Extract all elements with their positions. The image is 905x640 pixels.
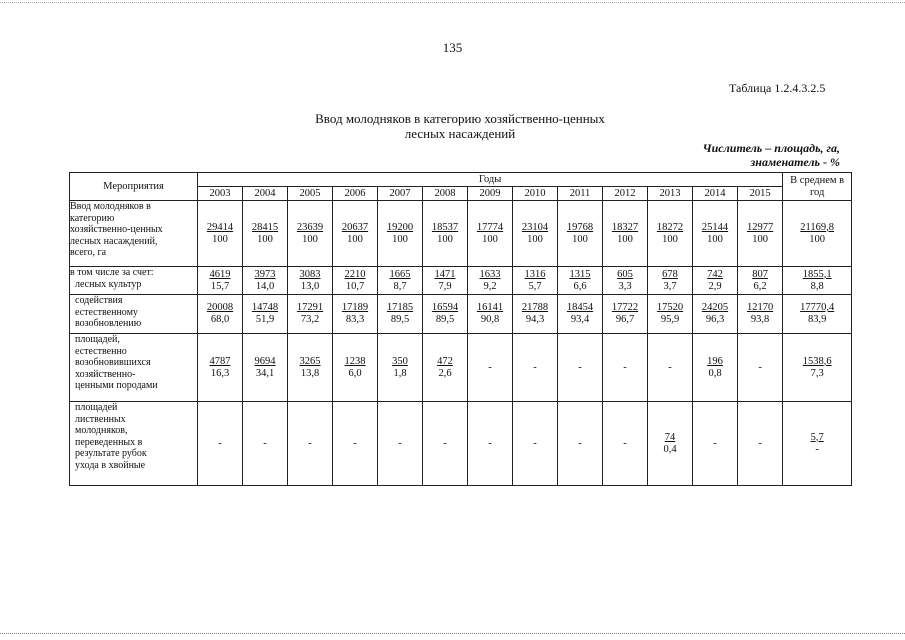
percent-value: 3,3 — [618, 280, 632, 292]
dash-value: - — [398, 437, 402, 449]
value-cell-2012 — [603, 201, 648, 267]
table-row — [70, 402, 852, 486]
header-year-2003: 2003 — [198, 187, 243, 201]
value-cell-2005 — [288, 334, 333, 402]
area-value: 605 — [617, 268, 633, 280]
value-cell-2009 — [468, 334, 513, 402]
percent-value: 10,7 — [345, 280, 365, 292]
area-value: 14748 — [251, 302, 279, 313]
area-value: 18537 — [431, 221, 459, 233]
dash-value: - — [308, 437, 312, 449]
percent-value: 83,3 — [345, 314, 365, 325]
area-value: 21169,8 — [800, 221, 835, 233]
value-cell-2006 — [333, 201, 378, 267]
row-label-line: ценными породами — [70, 380, 158, 391]
percent-value: 100 — [437, 233, 453, 245]
row-label — [70, 295, 198, 334]
table-row — [70, 334, 852, 402]
value-cell-2004 — [243, 267, 288, 295]
percent-value: 0,8 — [708, 367, 722, 379]
value-cell-2005 — [288, 402, 333, 486]
value-cell-average — [783, 334, 852, 402]
area-value: 17770,4 — [800, 302, 835, 313]
percent-value: 15,7 — [210, 280, 230, 292]
percent-value: 100 — [572, 233, 588, 245]
percent-value: 0,4 — [663, 443, 677, 455]
row-label-line: Ввод молодняков в — [70, 201, 151, 212]
percent-value: 8,8 — [810, 280, 824, 292]
value-cell-2003 — [198, 267, 243, 295]
percent-value: 83,9 — [807, 314, 827, 325]
row-label-line: возобновившихся — [70, 357, 151, 368]
table-title-line-1: Ввод молодняков в категорию хозяйственно-ценных — [315, 111, 605, 126]
area-value: 196 — [707, 355, 723, 367]
area-value: 74 — [664, 431, 676, 443]
area-value: 19768 — [566, 221, 594, 233]
area-value: 23104 — [521, 221, 549, 233]
units-note-line-2: знаменатель - % — [750, 155, 840, 169]
area-value: 23639 — [296, 221, 324, 233]
dash-value: - — [533, 437, 537, 449]
value-cell-2009 — [468, 295, 513, 334]
value-cell-2006 — [333, 295, 378, 334]
units-note-line-1: Числитель – площадь, га, — [702, 141, 840, 155]
value-cell-2009 — [468, 267, 513, 295]
value-cell-2003 — [198, 402, 243, 486]
value-cell-average — [783, 295, 852, 334]
percent-value: 100 — [809, 233, 826, 245]
value-cell-2003 — [198, 295, 243, 334]
table-title-line-2: лесных насаждений — [404, 126, 516, 141]
percent-value: 2,6 — [438, 367, 452, 379]
value-cell-2014 — [693, 295, 738, 334]
area-value: 742 — [707, 268, 723, 280]
dash-value: - — [623, 361, 627, 373]
row-label — [70, 402, 198, 486]
header-activity: Мероприятия — [70, 173, 198, 201]
area-value: 29414 — [206, 221, 234, 233]
value-cell-2014 — [693, 402, 738, 486]
dash-value: - — [488, 437, 492, 449]
value-cell-average — [783, 201, 852, 267]
value-cell-2015 — [738, 201, 783, 267]
table-row — [70, 295, 852, 334]
percent-value: 13,8 — [300, 367, 320, 379]
percent-value: 8,7 — [393, 280, 407, 292]
scan-top-edge — [0, 2, 905, 3]
percent-value: 100 — [392, 233, 408, 245]
header-year-2006: 2006 — [333, 187, 378, 201]
area-value: 24205 — [701, 302, 729, 313]
dash-value: - — [443, 437, 447, 449]
percent-value: 5,7 — [528, 280, 542, 292]
area-value: 1315 — [569, 268, 591, 280]
percent-value: 14,0 — [255, 280, 275, 292]
area-value: 5,7 — [810, 431, 824, 443]
value-cell-2009 — [468, 201, 513, 267]
row-label-line: площадей, — [70, 334, 120, 345]
percent-value: 100 — [662, 233, 678, 245]
row-label-line: в том числе за счет: — [70, 267, 154, 278]
percent-value: 100 — [257, 233, 273, 245]
value-cell-2012 — [603, 295, 648, 334]
dash-value: - — [533, 361, 537, 373]
header-average-line-1: В среднем в — [790, 174, 845, 186]
row-label-line: ухода в хвойные — [70, 459, 146, 471]
value-cell-2015 — [738, 402, 783, 486]
row-label-line: категорию — [70, 212, 115, 224]
value-cell-2007 — [378, 201, 423, 267]
percent-value: 96,3 — [705, 314, 725, 325]
value-cell-2010 — [513, 201, 558, 267]
percent-value: 89,5 — [390, 314, 410, 325]
area-value: 21788 — [521, 302, 549, 313]
percent-value: 13,0 — [300, 280, 320, 292]
dash-value: - — [758, 361, 762, 373]
percent-value: 93,4 — [570, 314, 590, 325]
value-cell-2008 — [423, 402, 468, 486]
area-value: 9694 — [254, 355, 276, 367]
area-value: 16141 — [476, 302, 504, 313]
value-cell-2008 — [423, 334, 468, 402]
value-cell-2013 — [648, 267, 693, 295]
value-cell-2007 — [378, 295, 423, 334]
value-cell-2008 — [423, 267, 468, 295]
percent-value: 100 — [707, 233, 723, 245]
area-value: 3265 — [299, 355, 321, 367]
header-year-2012: 2012 — [603, 187, 648, 201]
value-cell-2014 — [693, 334, 738, 402]
percent-value: 100 — [347, 233, 363, 245]
area-value: 2210 — [344, 268, 366, 280]
dash-value: - — [623, 437, 627, 449]
value-cell-2006 — [333, 402, 378, 486]
percent-value: - — [815, 443, 819, 455]
value-cell-2014 — [693, 201, 738, 267]
value-cell-2013 — [648, 402, 693, 486]
header-year-2005: 2005 — [288, 187, 333, 201]
area-value: 1238 — [344, 355, 366, 367]
value-cell-2012 — [603, 267, 648, 295]
area-value: 3973 — [254, 268, 276, 280]
value-cell-2015 — [738, 334, 783, 402]
value-cell-2008 — [423, 201, 468, 267]
row-label-line: площадей — [70, 402, 118, 413]
row-label — [70, 334, 198, 402]
percent-value: 7,3 — [810, 367, 824, 379]
value-cell-2011 — [558, 267, 603, 295]
value-cell-2003 — [198, 334, 243, 402]
header-year-2009: 2009 — [468, 187, 513, 201]
dash-value: - — [758, 437, 762, 449]
area-value: 1665 — [389, 268, 411, 280]
value-cell-2005 — [288, 295, 333, 334]
value-cell-2003 — [198, 201, 243, 267]
dash-value: - — [578, 437, 582, 449]
dash-value: - — [353, 437, 357, 449]
header-year-2008: 2008 — [423, 187, 468, 201]
percent-value: 6,6 — [573, 280, 587, 292]
area-value: 1471 — [434, 268, 456, 280]
percent-value: 2,9 — [708, 280, 722, 292]
row-label-line: естественному — [70, 306, 138, 318]
area-value: 17722 — [611, 302, 639, 313]
header-year-2014: 2014 — [693, 187, 738, 201]
value-cell-2011 — [558, 201, 603, 267]
value-cell-2013 — [648, 295, 693, 334]
value-cell-2011 — [558, 334, 603, 402]
value-cell-2007 — [378, 267, 423, 295]
value-cell-2010 — [513, 267, 558, 295]
table-id: Таблица 1.2.4.3.2.5 — [729, 81, 826, 95]
row-label-line: всего, га — [70, 247, 107, 258]
area-value: 17189 — [341, 302, 369, 313]
area-value: 17520 — [656, 302, 684, 313]
percent-value: 6,0 — [348, 367, 362, 379]
area-value: 18272 — [656, 221, 684, 233]
data-table — [69, 172, 852, 486]
percent-value: 100 — [302, 233, 318, 245]
value-cell-2006 — [333, 267, 378, 295]
value-cell-2007 — [378, 334, 423, 402]
area-value: 12170 — [746, 302, 774, 313]
value-cell-2006 — [333, 334, 378, 402]
row-label-line: лиственных — [70, 413, 126, 425]
header-year-2015: 2015 — [738, 187, 783, 201]
area-value: 19200 — [386, 221, 414, 233]
table-body — [70, 201, 852, 486]
percent-value: 6,2 — [753, 280, 767, 292]
table-title — [270, 111, 650, 141]
value-cell-2004 — [243, 334, 288, 402]
row-label-line: переведенных в — [70, 436, 143, 448]
header-average — [783, 173, 852, 201]
scan-bottom-edge — [0, 633, 905, 634]
value-cell-2011 — [558, 402, 603, 486]
percent-value: 89,5 — [435, 314, 455, 325]
header-average-line-2: год — [809, 186, 825, 198]
value-cell-2011 — [558, 295, 603, 334]
value-cell-2015 — [738, 295, 783, 334]
area-value: 28415 — [251, 221, 279, 233]
percent-value: 51,9 — [255, 314, 275, 325]
area-value: 18327 — [611, 221, 639, 233]
area-value: 17185 — [386, 302, 414, 313]
percent-value: 100 — [752, 233, 768, 245]
percent-value: 100 — [527, 233, 543, 245]
value-cell-2012 — [603, 334, 648, 402]
header-year-2007: 2007 — [378, 187, 423, 201]
percent-value: 1,8 — [393, 367, 407, 379]
percent-value: 95,9 — [660, 314, 680, 325]
value-cell-2005 — [288, 201, 333, 267]
area-value: 12977 — [746, 221, 774, 233]
value-cell-2009 — [468, 402, 513, 486]
value-cell-2015 — [738, 267, 783, 295]
dash-value: - — [713, 437, 717, 449]
row-label-line: содействия — [70, 295, 123, 306]
percent-value: 3,7 — [663, 280, 677, 292]
percent-value: 9,2 — [483, 280, 497, 292]
percent-value: 100 — [617, 233, 633, 245]
row-label — [70, 201, 198, 267]
area-value: 1855,1 — [802, 268, 832, 280]
value-cell-2010 — [513, 295, 558, 334]
row-label-line: хозяйственно- — [70, 368, 136, 380]
value-cell-2013 — [648, 334, 693, 402]
percent-value: 68,0 — [210, 314, 230, 325]
value-cell-2004 — [243, 295, 288, 334]
dash-value: - — [218, 437, 222, 449]
header-year-2011: 2011 — [558, 187, 603, 201]
row-label-line: лесных насаждений, — [70, 235, 158, 247]
area-value: 1538,6 — [802, 355, 832, 367]
dash-value: - — [578, 361, 582, 373]
area-value: 1316 — [524, 268, 546, 280]
percent-value: 7,9 — [438, 280, 452, 292]
value-cell-2010 — [513, 334, 558, 402]
area-value: 17774 — [476, 221, 504, 233]
area-value: 350 — [392, 355, 408, 367]
dash-value: - — [263, 437, 267, 449]
value-cell-2004 — [243, 201, 288, 267]
area-value: 807 — [752, 268, 768, 280]
row-label-line: естественно — [70, 345, 127, 357]
area-value: 16594 — [431, 302, 459, 313]
percent-value: 96,7 — [615, 314, 635, 325]
dash-value: - — [488, 361, 492, 373]
header-year-2004: 2004 — [243, 187, 288, 201]
percent-value: 73,2 — [300, 314, 320, 325]
area-value: 18454 — [566, 302, 594, 313]
percent-value: 93,8 — [750, 314, 770, 325]
row-label-line: хозяйственно-ценных — [70, 224, 163, 235]
area-value: 20637 — [341, 221, 369, 233]
area-value: 678 — [662, 268, 678, 280]
percent-value: 100 — [212, 233, 228, 245]
header-row-1 — [70, 173, 852, 187]
header-years: Годы — [198, 173, 783, 187]
dash-value: - — [668, 361, 672, 373]
page-number: 135 — [442, 40, 463, 55]
header-year-2010: 2010 — [513, 187, 558, 201]
percent-value: 90,8 — [480, 314, 500, 325]
percent-value: 16,3 — [210, 367, 230, 379]
area-value: 25144 — [701, 221, 729, 233]
value-cell-2013 — [648, 201, 693, 267]
value-cell-2008 — [423, 295, 468, 334]
value-cell-2012 — [603, 402, 648, 486]
area-value: 472 — [437, 355, 453, 367]
percent-value: 100 — [482, 233, 498, 245]
value-cell-2005 — [288, 267, 333, 295]
table-row — [70, 201, 852, 267]
table-row — [70, 267, 852, 295]
value-cell-2014 — [693, 267, 738, 295]
area-value: 4787 — [209, 355, 231, 367]
units-note — [630, 141, 840, 169]
header-year-2013: 2013 — [648, 187, 693, 201]
row-label — [70, 267, 198, 295]
area-value: 1633 — [479, 268, 501, 280]
area-value: 4619 — [209, 268, 231, 280]
row-label-line: результате рубок — [70, 448, 147, 459]
area-value: 3083 — [299, 268, 321, 280]
value-cell-2010 — [513, 402, 558, 486]
percent-value: 94,3 — [525, 314, 545, 325]
percent-value: 34,1 — [255, 367, 275, 379]
row-label-line: возобновлению — [70, 318, 142, 329]
area-value: 20008 — [206, 302, 234, 313]
area-value: 17291 — [296, 302, 324, 313]
value-cell-average — [783, 267, 852, 295]
value-cell-2004 — [243, 402, 288, 486]
value-cell-average — [783, 402, 852, 486]
value-cell-2007 — [378, 402, 423, 486]
row-label-line: молодняков, — [70, 425, 128, 436]
row-label-line: лесных культур — [70, 278, 142, 290]
